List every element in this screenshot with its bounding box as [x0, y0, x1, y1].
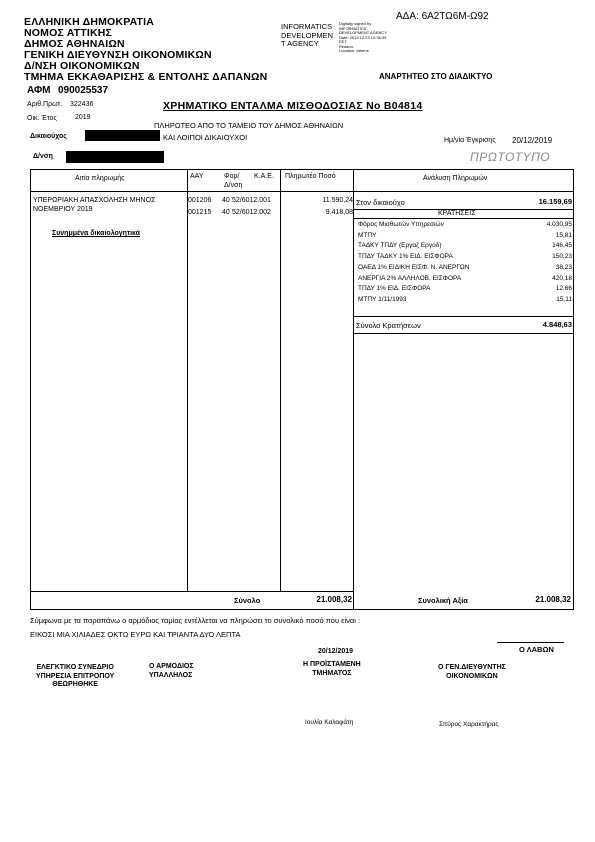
to-beneficiary-value: 16.159,69: [538, 197, 572, 206]
year-value: 2019: [75, 114, 91, 121]
col-divider: [280, 169, 281, 592]
issuer-line: ΓΕΝΙΚΗ ΔΙΕΥΘΥΝΣΗ ΟΙΚΟΝΟΜΙΚΩΝ: [24, 49, 212, 61]
issuer-block: [24, 17, 267, 83]
deduction-name: ΟΑΕΔ 1% ΕΙΔΙΚΗ ΕΙΣΦ. Ν. ΑΝΕΡΓΩΝ: [358, 263, 470, 271]
afm-label: ΑΦΜ: [27, 85, 51, 96]
row-foreas: 40: [222, 197, 230, 204]
header-kae: Κ.Α.Ε.: [254, 173, 274, 180]
issuer-line: ΕΛΛΗΝΙΚΗ ΔΗΜΟΚΡΑΤΙΑ: [24, 16, 155, 28]
spacer: [188, 591, 189, 609]
stamp-line: INFORMATICS: [281, 22, 333, 31]
document-title: ΧΡΗΜΑΤΙΚΟ ΕΝΤΑΛΜΑ ΜΙΣΘΟΔΟΣΙΑΣ Νο Β04814: [163, 100, 423, 112]
payable-line: ΠΛΗΡΩΤΕΟ ΑΠΟ ΤΟ ΤΑΜΕΙΟ ΤΟΥ ΔΗΜΟΣ ΑΘΗΝΑΙΩΝ: [154, 121, 344, 130]
original-mark: ΠΡΩΤΟΤΥΠΟ: [470, 150, 551, 164]
deduction-row: [358, 253, 572, 263]
stamp-detail: Location: Athens: [339, 48, 369, 53]
table-left-border: [30, 169, 31, 610]
row-amount: 9.418,08: [325, 209, 353, 216]
deduction-row: [358, 264, 572, 274]
director-name: Σπύρος Χαρακτήρας: [439, 721, 499, 728]
director-signature: [438, 664, 506, 681]
grand-total-label: Συνολική Αξία: [418, 596, 468, 605]
beneficiary-rest: ΚΑΙ ΛΟΙΠΟΙ ΔΙΚΑΙΟΥΧΟΙ: [163, 133, 248, 142]
protocol-label: Αριθ.Πρωτ.: [27, 101, 63, 108]
deductions-header: ΚΡΑΤΗΣΕΙΣ: [438, 210, 476, 217]
analysis-divider: [353, 218, 574, 219]
attached-docs: Συνημμένα δικαιολογητικά: [52, 230, 140, 237]
sig-line: ΟΙΚΟΝΟΜΙΚΩΝ: [446, 672, 498, 680]
to-beneficiary-label: Στον δικαιούχο: [356, 198, 405, 207]
row-kae: 52/6012.002: [232, 209, 271, 216]
table-bottom-border: [30, 609, 574, 610]
stamp-detail: INFORMATICS: [339, 25, 367, 31]
sign-date: 20/12/2019: [318, 648, 354, 655]
header-dnsi: Δ/νση: [224, 182, 243, 189]
deduction-value: 15,11: [556, 295, 572, 303]
total-label: Σύνολο: [234, 596, 261, 605]
deduction-name: ΤΑΔΚΥ ΤΠΔΥ (Εργαζ Εργοδ): [358, 242, 442, 250]
redacted-address: [66, 151, 164, 163]
head-name: Ιουλία Καλαφάτη: [305, 719, 354, 726]
amount-words: ΕΙΚΟΣΙ ΜΙΑ ΧΙΛΙΑΔΕΣ ΟΚΤΩ ΕΥΡΩ ΚΑΙ ΤΡΙΑΝΤΑ ΔΥΟ ΛΕΠΤΑ: [30, 630, 241, 639]
stamp-detail: DEVELOPMENT AGENCY: [339, 30, 387, 35]
sig-line: ΥΠΗΡΕΣΙΑ ΕΠΙΤΡΟΠΟΥ: [36, 672, 115, 680]
stamp-detail: Date: 2019.12.23 10:36:39: [339, 34, 387, 40]
analysis-top-border: [353, 191, 574, 192]
receiver-label: Ο ΛΑΒΩΝ: [519, 645, 554, 654]
deduction-value: 150,23: [552, 253, 572, 261]
deduction-value: 146,45: [552, 242, 572, 250]
deduction-name: ΑΝΕΡΓΙΑ 2% ΑΛΛΗΛΟΒ. ΕΙΣΦΟΡΑ: [358, 274, 462, 282]
row-aay: 001206: [188, 197, 212, 204]
sig-line: ΥΠΑΛΛΗΛΟΣ: [149, 671, 193, 679]
stamp-org: [281, 23, 333, 49]
sig-line: Ο ΑΡΜΟΔΙΟΣ: [149, 663, 194, 670]
deduction-row: [358, 221, 572, 231]
issuer-line: ΤΜΗΜΑ ΕΚΚΑΘΑΡΙΣΗΣ & ΕΝΤΟΛΗΣ ΔΑΠΑΝΩΝ: [24, 71, 268, 83]
published-note: ΑΝΑΡΤΗΤΕΟ ΣΤΟ ΔΙΑΔΙΚΤΥΟ: [379, 72, 493, 81]
afm-value: 090025537: [58, 85, 109, 96]
issuer-line: Δ/ΝΣΗ ΟΙΚΟΝΟΜΙΚΩΝ: [24, 60, 140, 72]
approval-date: 20/12/2019: [512, 136, 553, 145]
col-divider: [353, 169, 354, 610]
deduction-row: [358, 242, 572, 252]
header-cause: Αιτία πληρωμής: [75, 175, 125, 182]
payment-cause: [33, 196, 155, 214]
row-kae: 52/6012.001: [232, 197, 271, 204]
deduction-value: 4.030,95: [546, 221, 572, 228]
analysis-bottom-border: [353, 333, 574, 334]
cause-line: ΝΟΕΜΒΡΙΟΥ 2019: [33, 206, 93, 213]
beneficiary-label: Δικαιούχος: [30, 133, 67, 140]
header-aay: ΑΑΥ: [190, 173, 204, 180]
total-row-border: [30, 591, 353, 592]
stamp-details: [339, 22, 387, 54]
year-label: Οικ. Έτος: [27, 115, 57, 122]
cause-line: ΥΠΕΡΩΡΙΑΚΗ ΑΠΑΣΧΟΛΗΣΗ ΜΗΝΟΣ: [33, 197, 156, 204]
deduction-value: 420,18: [552, 274, 572, 282]
audit-signature: [36, 664, 114, 690]
ada-code: ΑΔΑ: 6Α2ΤΩ6Μ-Ω92: [396, 11, 489, 22]
grand-total-value: 21.008,32: [535, 595, 571, 604]
approval-label: Ημ/νία Έγκρισης: [444, 137, 496, 144]
total-value: 21.008,32: [316, 595, 352, 604]
stamp-detail: Digitally signed by: [339, 21, 372, 26]
sig-line: ΘΕΩΡΗΘΗΚΕ: [52, 681, 98, 688]
header-amount: Πληρωτέο Ποσό: [285, 173, 336, 180]
deductions-total-value: 4.848,63: [542, 320, 572, 329]
deduction-row: [358, 285, 572, 295]
sig-line: Η ΠΡΟΪΣΤΑΜΕΝΗ: [303, 661, 361, 668]
stamp-detail: Reason:: [339, 43, 354, 49]
deduction-value: 38,23: [555, 263, 572, 271]
header-foreas: Φορ/: [224, 173, 240, 180]
col-divider: [187, 169, 188, 592]
deduction-name: ΜΤΠΥ: [358, 231, 377, 239]
clerk-signature: [149, 663, 194, 680]
sig-line: ΕΛΕΓΚΤΙΚΟ ΣΥΝΕΔΡΙΟ: [36, 664, 114, 671]
address-label: Δ/νση: [33, 153, 53, 160]
stamp-line: DEVELOPMEN: [281, 30, 334, 40]
issuer-line: ΔΗΜΟΣ ΑΘΗΝΑΙΩΝ: [24, 38, 125, 50]
sig-line: ΤΜΗΜΑΤΟΣ: [312, 669, 352, 677]
stamp-line: T AGENCY: [281, 39, 319, 48]
table-right-border: [573, 169, 574, 610]
deductions-total-label: Σύνολο Κρατήσεων: [356, 321, 421, 330]
issuer-line: ΝΟΜΟΣ ΑΤΤΙΚΗΣ: [24, 27, 113, 39]
deduction-name: ΜΤΠΥ 1/11/1993: [358, 295, 407, 303]
head-signature: [303, 661, 361, 678]
table-header-border: [30, 191, 353, 192]
statement: Σύμφωνα με τα παραπάνω ο αρμόδιος ταμίας εντέλλεται να πληρώσει το συνολικό ποσό που είναι :: [30, 616, 361, 625]
stamp-detail: EET: [339, 39, 347, 44]
protocol-value: 322436: [70, 101, 94, 108]
deduction-row: [358, 275, 572, 285]
header-analysis: Ανάλυση Πληρωμών: [423, 175, 488, 182]
deduction-name: ΤΠΔΥ 1% ΕΙΔ. ΕΙΣΦΟΡΑ: [358, 285, 431, 293]
deduction-name: Φόρος Μισθωτών Υπηρεσιών: [358, 221, 444, 228]
row-amount: 11.590,24: [322, 197, 353, 204]
analysis-divider: [353, 316, 574, 317]
row-foreas: 40: [222, 209, 230, 216]
deduction-row: [358, 296, 572, 306]
receiver-line: [497, 642, 564, 643]
sig-line: Ο ΓΕΝ.ΔΙΕΥΘΥΝΤΗΣ: [438, 664, 506, 671]
deduction-value: 12,66: [555, 285, 572, 293]
deduction-row: [358, 232, 572, 242]
row-aay: 001215: [188, 209, 212, 216]
deduction-name: ΤΠΔΥ ΤΑΔΚΥ 1% ΕΙΔ. ΕΙΣΦΟΡΑ: [358, 253, 453, 261]
redacted-beneficiary: [85, 130, 160, 141]
table-top-border: [30, 169, 574, 170]
deduction-value: 15,81: [555, 231, 572, 239]
